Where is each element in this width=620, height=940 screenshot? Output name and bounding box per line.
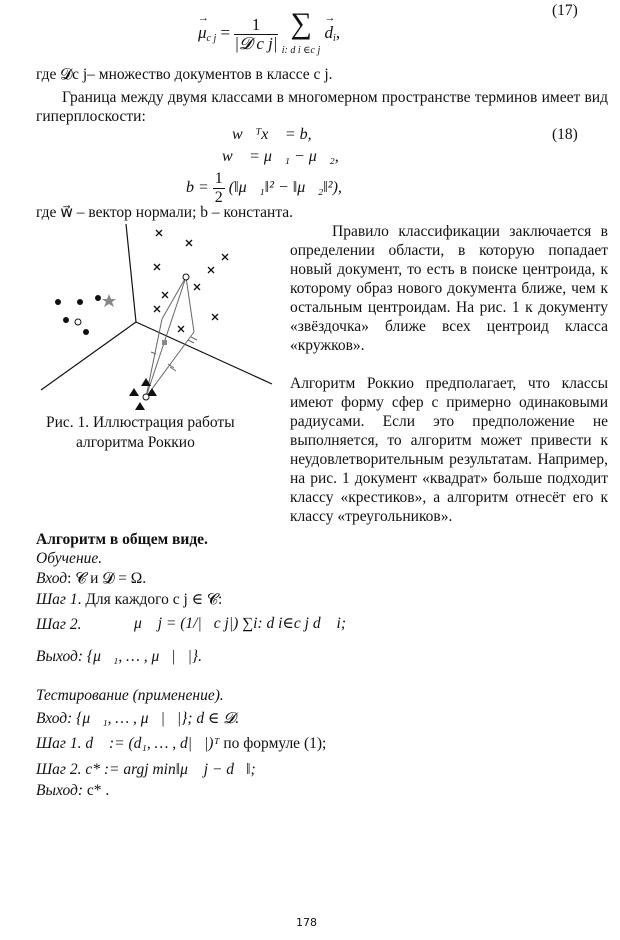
algo-output-value: {μ⃗₁, … , μ⃗|𝓒|}.: [86, 648, 202, 665]
right-paragraph-1: Правило классификации заключается в определении области, в которую попадает новый документ, то есть в поиске центроида, к которому образ нового документа ближе, чем к остальным центроидам. На рис. 1 к документу «звёздочка» ближе всех центроид класса «кружков».: [290, 223, 608, 354]
crosses-class: [154, 230, 228, 332]
algo-test-output-value: c* .: [86, 782, 110, 799]
eq17-tail: ,: [335, 22, 341, 42]
algo-test-output: [36, 782, 109, 800]
cross-point: [154, 306, 160, 312]
triangles-class: [129, 378, 157, 410]
triangle-point: [135, 402, 145, 410]
eq18-line1: w⃗ᵀx⃗ = b,: [232, 126, 312, 143]
eq17-equals: =: [220, 22, 231, 42]
algo-test-step1-value: d⃗ := (d₁, … , d|𝒯|)ᵀ: [85, 735, 220, 752]
cross-point: [186, 240, 192, 246]
tick-mark: [188, 340, 194, 343]
cross-point: [208, 267, 214, 273]
triangle-point: [129, 388, 139, 396]
eq17-term: → d: [325, 23, 334, 43]
figure-caption-line2: алгоритма Роккио: [76, 434, 195, 451]
algo-title: Алгоритм в общем виде.: [36, 531, 208, 548]
eq18-line3-fraction: [213, 170, 225, 207]
eq18-line3: [186, 170, 342, 207]
centroid-link-3: [146, 332, 194, 397]
circles-class: [55, 295, 101, 335]
algo-input-value: : 𝓒 и 𝓓 = Ω.: [67, 570, 147, 587]
algo-step2-formula: μ⃗ j = (1/|𝓓c j|) ∑i: d i∈c j d⃗ i;: [134, 615, 347, 632]
algo-test-step2-value: c* := argj min‖μ⃗ j − d⃗‖;: [85, 761, 256, 778]
algo-training: Обучение.: [36, 550, 103, 567]
algo-test-step1-label: Шаг 1.: [36, 735, 82, 752]
eq17-frac-den: |𝓓 c j|: [234, 33, 278, 53]
algo-test-input-value: {μ⃗₁, … , μ⃗|𝓒|}; d ∈ 𝓓.: [76, 710, 240, 727]
cross-point: [162, 292, 168, 298]
equation-number-17: (17): [552, 2, 578, 19]
algo-output: [36, 648, 202, 666]
cross-point: [156, 230, 162, 236]
circle-point: [63, 317, 69, 323]
square-document: [162, 340, 167, 345]
algo-test-step2-label: Шаг 2.: [36, 761, 82, 778]
cross-point: [178, 326, 184, 332]
eq17-term-sub: i: [333, 32, 336, 44]
eq17-sum-symbol: ∑: [290, 7, 312, 40]
algo-test-step1-tail: по формуле (1);: [223, 735, 327, 752]
cross-point: [194, 284, 200, 290]
eq18-line2: w⃗ = μ⃗₁ − μ⃗₂,: [222, 148, 339, 165]
eq17-frac-num: 1: [234, 16, 277, 35]
algo-step1-text: . Для каждого c j ∈ 𝓒:: [77, 591, 223, 608]
algo-output-label: Выход:: [36, 648, 84, 665]
eq17-sum: [281, 7, 321, 58]
equation-17: [198, 7, 341, 58]
boundary-line-upper: [126, 224, 136, 322]
algo-input-label: Вход: [36, 570, 68, 587]
eq17-lhs-sub: c j: [206, 32, 217, 44]
algo-test-input: [36, 709, 239, 728]
algo-test-step2: [36, 761, 256, 779]
circle-point: [77, 299, 83, 305]
tick-mark: [191, 337, 197, 340]
circle-point: [83, 329, 89, 335]
right-paragraph-2: Алгоритм Роккио предполагает, что классы имеют форму сфер с примерно одинаковыми радиусами. Если это предположение не выполняется, то алгоритм может привести к неудовлетворительным результатам. Например, на рис. 1 документ «квадрат» больше подходит классу «крестиков», а алгоритм отнесёт его к классу «треугольников».: [290, 375, 608, 525]
algo-step1-label: Шаг 1: [36, 591, 78, 608]
page-number: 178: [296, 916, 317, 929]
where-D-line: где 𝓓c j– множество документов в классе c j.: [36, 66, 333, 83]
rocchio-figure: [36, 222, 276, 412]
star-document: [102, 294, 116, 307]
eq17-sum-under: i: d i ∈c j: [281, 45, 321, 56]
centroid-link-1: [146, 277, 186, 397]
eq18-frac-num: 1: [214, 170, 223, 187]
cross-point: [212, 314, 218, 320]
centroid-link-2: [186, 277, 194, 332]
algo-test-output-label: Выход:: [36, 782, 84, 799]
cross-point: [222, 254, 228, 260]
boundary-paragraph: Граница между двумя классами в многомерном пространстве терминов имеет вид гиперплоскости:: [36, 89, 608, 125]
eq17-fraction: [234, 16, 277, 53]
eq18-frac-den: 2: [214, 189, 223, 206]
algo-test-input-label: Вход:: [36, 710, 73, 727]
eq18-line3-rest: (‖μ⃗₁‖² − ‖μ⃗₂‖²),: [228, 179, 342, 197]
circle-point: [55, 299, 61, 305]
circles-centroid: [75, 319, 81, 325]
algo-input: [36, 570, 146, 588]
algo-test-step1: [36, 735, 326, 753]
circle-point: [95, 295, 101, 301]
cross-point: [154, 264, 160, 270]
triangles-centroid: [143, 394, 149, 400]
where-w-line: где w⃗ – вектор нормали; b – константа.: [36, 204, 294, 221]
algo-step2-label: Шаг 2.: [36, 616, 82, 633]
crosses-centroid: [183, 274, 189, 280]
algo-step1: [36, 590, 222, 609]
algo-testing: Тестирование (применение).: [36, 687, 224, 704]
equation-number-18: (18): [552, 126, 578, 143]
eq18-line3-prefix: b =: [186, 179, 209, 197]
boundary-line-lower: [136, 322, 272, 384]
eq17-lhs: → μ: [198, 23, 207, 43]
figure-caption-line1: Рис. 1. Иллюстрация работы: [46, 414, 235, 431]
